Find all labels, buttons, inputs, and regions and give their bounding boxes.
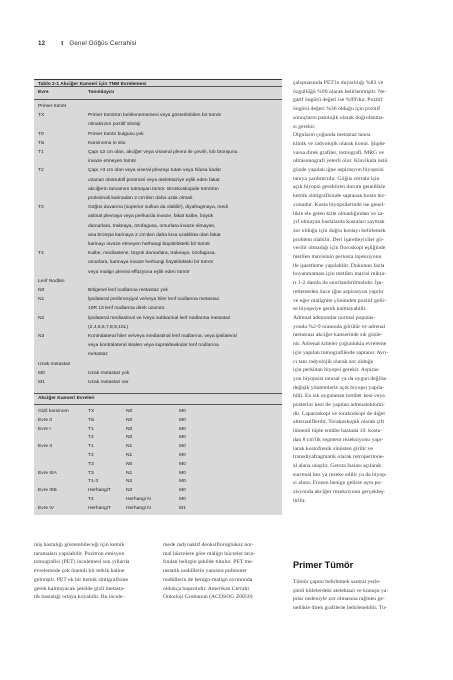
body-text-middle: [163, 541, 255, 602]
text-line: Adrenal adenomlar normal populas-: [293, 314, 376, 321]
text-line: sı gerekir.: [293, 123, 316, 130]
stage-m: M0: [179, 444, 186, 450]
text-line: mal hücrelere göre malign hücreler tara-: [163, 550, 255, 557]
stage-name: Evre IIIA: [38, 470, 57, 476]
stage-n: Herhangi N: [126, 497, 151, 502]
tnm-row-description: Primer tümör bulgusu yok: [88, 131, 144, 137]
stage-name: Evre 0: [38, 417, 53, 423]
tnm-row-description: omurlara, karinaya invaze herhangi büyüklükteki bir tümör: [88, 260, 214, 266]
tnm-row-code: T4: [38, 251, 44, 257]
chapter-title: Genel Göğüs Cerrahisi: [69, 40, 137, 47]
stage-m: M0: [179, 470, 186, 476]
tnm-row-description: akciğerin tamamını tutmayan tümör. Bronkoskopide tümörün: [88, 186, 219, 192]
text-line: boyanmaması için metilen mavisi mikta-: [293, 271, 386, 278]
text-line: Olguların çoğunda metastaz tanısı: [293, 132, 371, 139]
tnm-row-code: Primer tümör: [38, 104, 67, 109]
text-line: transdiyafragmatik olarak retroperitone-: [293, 454, 385, 461]
text-line: zisyonda akciğer rezeksiyonu gerçekleş-: [293, 489, 386, 496]
text-line: açık biyopsi gerektiren durum genellikle: [293, 184, 386, 191]
stage-t: HerhangiT: [88, 488, 111, 494]
text-line: lümenli tüple entübe hastada 10. kosta-: [293, 428, 383, 435]
text-line: metilen mavisinin periosta injeksiyonu: [293, 254, 382, 261]
tnm-row-code: T1: [38, 150, 44, 155]
text-line: larak kostofrenik sinüsten girilir ve: [293, 445, 373, 452]
column-header-stage: Evre: [38, 90, 49, 95]
tnm-row-code: Lenf Nodları: [38, 278, 65, 284]
text-line: likle ele gelen kitle olmadığından ve za-: [293, 210, 385, 217]
page-header: [38, 40, 137, 47]
stage-t: TX: [88, 409, 95, 414]
text-line: ile işaretleme yapılabilir. Dokunun fazla: [293, 262, 385, 269]
stage-n: N1: [126, 470, 133, 476]
text-line: al alana ulaşılır. Gerota fasiası açılarak: [293, 462, 382, 469]
tnm-row-description: astinal plevraya veya perikarda invaze, fakat kalbe, büyük: [88, 214, 214, 220]
stage-m: M0: [179, 435, 186, 441]
stage-m: M0: [179, 426, 186, 432]
text-line: ultrasonografi yeterli olur. Klavikula üstü: [293, 158, 388, 165]
body-text-right: [293, 79, 388, 505]
text-line: dan 8 cm'lik segment rezeksiyonu yapı-: [293, 436, 384, 443]
header-rule: [34, 99, 282, 100]
stage-t: HerhangiT: [88, 505, 111, 511]
column-header-descriptor: Tanımlayıcı: [88, 90, 115, 95]
stage-t: T1-3: [88, 479, 99, 485]
stage-m: M0: [179, 479, 186, 485]
part-separator: I: [61, 40, 64, 47]
text-line: gerek kalmayacak şekilde gizli metasta-: [34, 585, 125, 592]
text-line: Onkoloji Grubunun (ACOSOG Z0050): [163, 594, 253, 601]
tnm-row-code: N2: [38, 315, 45, 321]
text-line: yıf olmayan hastalarda kostaları saymak: [293, 219, 385, 226]
stage-name: Gizli karsinom: [38, 409, 69, 414]
text-line: tomografisi (PET) incelemesi son yıllarda: [34, 559, 130, 566]
text-line: tanıya yardımcıdır. Göğüs cerrahı için: [293, 175, 380, 182]
tnm-staging-table: [34, 79, 282, 515]
text-line: tastatik nodüllerin yanısıra pulmoner: [163, 568, 247, 575]
stage-t: T3: [88, 461, 94, 467]
stage-name: Evre IIIB: [38, 488, 57, 494]
text-line: yonudur. Kosta biyopsilerinde ise genel-: [293, 201, 386, 208]
tnm-row-description: Bölgesel lenf nodlarına metastaz yok: [88, 288, 168, 293]
stage-n: N1: [126, 444, 133, 450]
tnm-row-description: Uzak metastaz var: [88, 380, 129, 385]
stage-m: M1: [179, 505, 186, 511]
text-line: değişik yöntemlerle açık biyopsi yapıla-: [293, 384, 385, 391]
text-line: için yapılan tomografilerde saptanır. Ayrı-: [293, 349, 389, 356]
stage-t: T4: [88, 497, 94, 502]
text-line: çalışmasında PET'in duyarlılığı %83 ve: [293, 80, 384, 86]
text-line: posterior kesi ile yapılan adrenalektomi-: [293, 402, 385, 409]
text-line: nodüllerin de benign-malign ayrımında: [163, 576, 253, 583]
tnm-row-code: N3: [38, 334, 45, 339]
stage-n: N0: [126, 461, 133, 467]
tnm-row-description: Göğüs duvarına (superior sulkus da olabilir), diyafragmaya, medi: [88, 205, 228, 211]
text-line: kemik sintigrafisinde saptanan kosta lez-: [293, 193, 386, 200]
tnm-row-code: Uzak metastaz: [38, 361, 71, 367]
stage-n: Herhangi N: [126, 505, 151, 511]
stage-n: N3: [126, 488, 133, 494]
body-text-left: [34, 541, 129, 602]
stage-m: M0: [179, 497, 186, 502]
tnm-row-code: N1: [38, 297, 45, 303]
tnm-row-description: karinayı invaze etmeyen herhangi büyüklükteki bir tümör: [88, 242, 211, 247]
tnm-row-description: invaze etmeyen tümör: [88, 159, 137, 165]
text-line: dir. Laparoskopi ve torakoskopi de diğer: [293, 410, 386, 417]
text-line: bilir. En sık uygulanan lomber kesi veya: [293, 393, 385, 400]
page-number: 12: [38, 40, 46, 47]
section-heading: Primer Tümör: [293, 560, 354, 570]
stage-t: T1: [88, 444, 94, 450]
tnm-row-description: Karsinoma in situ: [88, 140, 126, 146]
stage-name: Evre I: [38, 426, 51, 432]
tnm-row-description: metastaz: [88, 352, 108, 358]
text-line: cı tanı radyolojik olarak zor olduğu: [293, 358, 374, 365]
stage-m: M0: [179, 453, 186, 458]
tnm-row-description: Çapı >3 cm olan veya viseral plevrayı tutan veya hilusa kadar: [88, 168, 222, 174]
tnm-row-description: Primer tümörün belirlenememesi veya gösterilebilen bir tümör: [88, 113, 222, 119]
stage-m: M0: [179, 461, 186, 467]
text-line: tirilir.: [293, 497, 306, 504]
stage-t: T2: [88, 435, 94, 441]
text-line: varsa direk grafiler, tomografi, MRG ve: [293, 149, 384, 156]
stage-n: N2: [126, 479, 133, 485]
text-line: pılar nedeniyle zor olmasına rağmen ge-: [293, 596, 385, 603]
tnm-row-description: Kalbe, mediastene, büyük damarlara, trakeaya, özofagusa,: [88, 251, 216, 257]
stage-n: N0: [126, 409, 133, 414]
text-line: se biyopsiye gerek kalmayabilir.: [293, 306, 367, 313]
tnm-row-description: Kontralateral hiler ve/veya mediastinal lenf nodlarına, veya ipsilateral: [88, 334, 237, 339]
text-line: fından belirgin şekilde tutulur. PET me-: [163, 559, 254, 566]
tnm-row-code: TX: [38, 113, 45, 119]
text-line: retlemeden önce iğne aspirasyon yapılır: [293, 288, 384, 295]
table-caption: Tablo 2-1 Akciğer Kanseri için TNM Evrelemesi: [38, 81, 147, 87]
tnm-row-code: T0: [38, 131, 44, 137]
text-line: için perkütan biyopsi gerekir. Aspiras-: [293, 367, 381, 374]
tnm-row-description: veya kontralateral skalen veya supraklavikular lenf nodlarına: [88, 343, 219, 349]
stage-m: M0: [179, 488, 186, 494]
text-line: metastazı akciğer kanserinde sık gözle-: [293, 332, 383, 339]
text-line: özgüllüğü %90 olarak belirlenmiştir. Ne-: [293, 88, 387, 95]
stage-m: M0: [179, 417, 186, 423]
text-line: yonda %2-9 oranında görülür ve adrenal: [293, 323, 386, 330]
stage-t: T3: [88, 470, 94, 476]
text-line: Tümör çapını belirlemek santral yerle-: [293, 579, 381, 585]
stage-n: N0: [126, 435, 133, 441]
text-line: alternatiflerdir. Torakoskopik olarak çift: [293, 419, 385, 426]
tnm-row-description: veya malign plevral effüzyona eşlik eden tümör: [88, 269, 190, 275]
text-line: ve eğer malignite yönünden pozitif gelir-: [293, 297, 387, 304]
text-line: miş hastalığı gösterebileceği için kemik: [34, 542, 125, 548]
text-line: gelmiştir. PET ek bir kemik sintigrafisine: [34, 576, 129, 583]
tnm-row-code: Tis: [38, 140, 45, 146]
stage-n: N0: [126, 426, 133, 432]
stage-name: Evre IV: [38, 505, 55, 511]
tnm-row-description: İpsilateral peribronşiyal ve/veya hiler lenf nodlarına metastaz.: [88, 297, 221, 303]
text-line: klinik ve radyolojik olarak konur. Şüphe: [293, 140, 385, 147]
tnm-row-description: 10R 13 lenf nodlarına direk uzanım.: [88, 306, 166, 312]
text-line: oldukça başarılıdır. Amerikan Cerrahi: [163, 585, 249, 592]
text-line: mede radyoaktif deoksifloroglukoz nor-: [163, 542, 254, 548]
text-line: sonuçların patolojik olarak doğrulanma-: [293, 114, 385, 121]
text-line: rı 1-2 damla ile sınırlandırılmalıdır. İşa-: [293, 280, 384, 287]
text-line: problem olabilir. Deri işaretleyiciler gö-: [293, 236, 384, 243]
stage-m: M0: [179, 409, 186, 414]
text-line: yon biyopsisi tanısal ya da uygun değilse: [293, 375, 387, 382]
text-line: taramaları yapılabilir. Pozitron emisyon: [34, 550, 125, 557]
text-line: tik hastalığı ortaya koyabilir. Bu incele-: [34, 594, 125, 601]
stage-t: T2: [88, 453, 94, 458]
tnm-row-code: T3: [38, 205, 44, 211]
tnm-row-description: ana bronşta karinaya 2 cm'den daha kısa uzaklıkta olan fakat: [88, 232, 221, 238]
staging-subtitle: Akciğer Kanseri Evreleri: [38, 396, 95, 401]
text-line: si alınır. Frozen benign gelirse aynı po-: [293, 480, 383, 487]
section-rule-bottom: [34, 404, 282, 405]
text-line: nellikle direk grafilerle belirlenebilir. Tü-: [293, 605, 387, 612]
stage-name: Evre II: [38, 444, 53, 450]
text-line: şimli kitlelerdeki atelektazi ve konuşu ya-: [293, 587, 389, 594]
tnm-row-code: N0: [38, 288, 45, 293]
text-line: öngörü değeri %36 olduğu için pozitif: [293, 106, 381, 113]
text-line: gözde yapılan iğne aspirasyon biyopsisi: [293, 167, 384, 174]
tnm-row-description: İpsilateral mediastinal ve /veya subkarinal lenf nodlarına metastaz: [88, 315, 231, 321]
text-line: evrelemede çok önemli bir tetkik haline: [34, 568, 125, 575]
text-line: verilir olmadığı için floroskopi eşliğinde: [293, 245, 386, 252]
section-body-text: [293, 578, 388, 613]
stage-n: N0: [126, 417, 133, 423]
stage-t: Tis: [88, 417, 95, 423]
text-line: gatif öngörü değeri ise %99'dur. Pozitif: [293, 97, 383, 104]
section-rule-top: [34, 393, 282, 394]
tnm-row-description: olmaksızın pozitif sitoloji: [88, 122, 141, 128]
tnm-row-description: uzanan obstruktif pnömoni veya atelektaziye eşlik eden fakat: [88, 177, 220, 183]
tnm-row-code: T2: [38, 168, 44, 174]
tnm-row-description: Çapı ≤3 cm olan, akciğer veya visseral plevra ile çevrili, lob bronşunu: [88, 150, 238, 155]
tnm-row-code: M1: [38, 380, 45, 385]
stage-t: T1: [88, 426, 94, 432]
text-line: zor olduğu için doğru kostayı belirlemek: [293, 227, 386, 234]
stage-n: N1: [126, 453, 133, 458]
table-caption-bar: [34, 79, 282, 87]
tnm-row-description: proksimali karinadan 2 cm'den daha uzak olmalı.: [88, 196, 194, 201]
tnm-row-description: (2,4,5,6,7,8,9,10L): [88, 324, 128, 330]
tnm-row-description: Uzak metastaz yok: [88, 370, 130, 376]
tnm-row-description: damarlara, trakeaya, özofagusa, omurlara invaze olmayan,: [88, 223, 216, 229]
tnm-row-code: M0: [38, 370, 45, 376]
text-line: nir. Adrenal kitleler çoğunlukla evreleme: [293, 341, 387, 348]
text-line: surrenal bez ya rezeke edilir ya da biyop-: [293, 471, 387, 478]
